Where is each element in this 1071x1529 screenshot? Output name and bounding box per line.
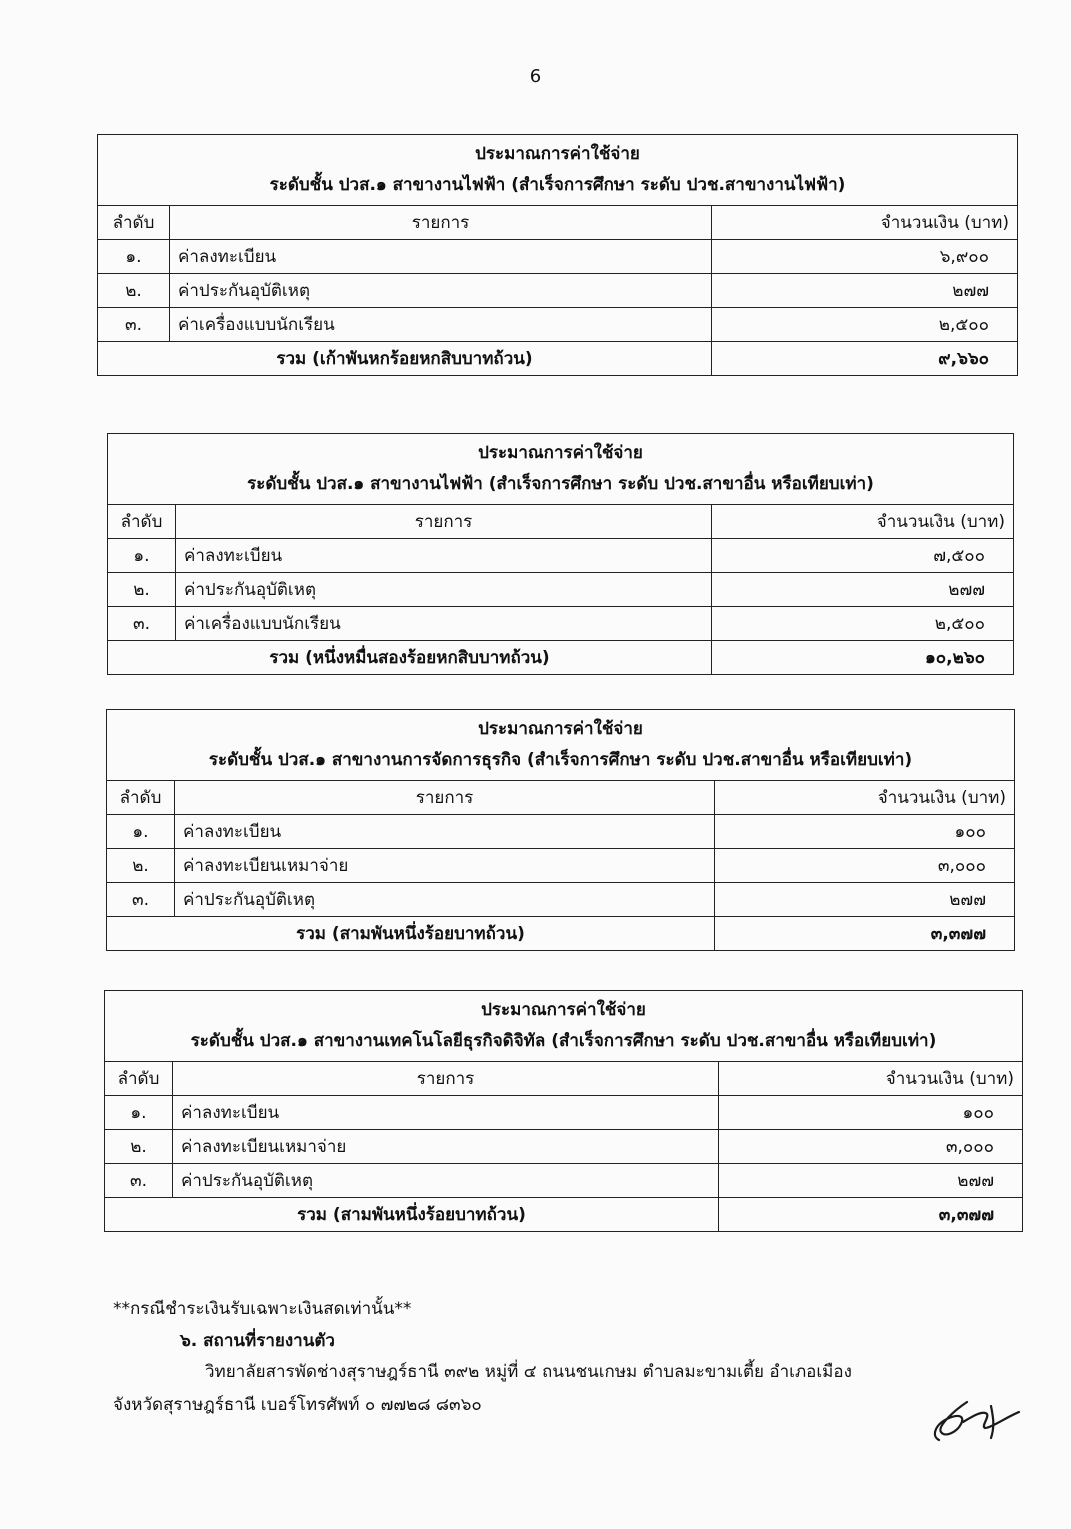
table-subtitle: ระดับชั้น ปวส.๑ สาขางานการจัดการธุรกิจ (สำเร็จการศึกษา ระดับ ปวช.สาขาอื่น หรือเทียบเท่า) <box>208 750 913 770</box>
row-item: ค่าลงทะเบียนเหมาจ่าย <box>175 849 715 883</box>
row-no: ๒. <box>105 1130 173 1164</box>
budget-table-business-management <box>106 709 1015 951</box>
row-amount: ๒๗๗ <box>712 573 1014 607</box>
row-amount: ๗,๕๐๐ <box>712 539 1014 573</box>
column-header-item: รายการ <box>173 1062 719 1096</box>
table-title: ประมาณการค่าใช้จ่าย <box>478 719 643 739</box>
column-header-item: รายการ <box>176 505 712 539</box>
table-row <box>107 849 1015 883</box>
row-item: ค่าลงทะเบียน <box>175 815 715 849</box>
section-heading: ๖. สถานที่รายงานตัว <box>180 1331 335 1351</box>
total-row <box>98 342 1018 376</box>
column-header-no: ลำดับ <box>105 1062 173 1096</box>
row-no: ๑. <box>108 539 176 573</box>
total-row <box>107 917 1015 951</box>
row-no: ๑. <box>105 1096 173 1130</box>
table-row <box>98 240 1018 274</box>
total-label: รวม (สามพันหนึ่งร้อยบาทถ้วน) <box>105 1198 719 1232</box>
row-item: ค่าประกันอุบัติเหตุ <box>176 573 712 607</box>
total-label: รวม (หนึ่งหมื่นสองร้อยหกสิบบาทถ้วน) <box>108 641 712 675</box>
row-amount: ๓,๐๐๐ <box>715 849 1015 883</box>
row-no: ๓. <box>107 883 175 917</box>
column-header-item: รายการ <box>175 781 715 815</box>
row-no: ๒. <box>107 849 175 883</box>
table-row <box>105 1164 1023 1198</box>
row-amount: ๒๗๗ <box>715 883 1015 917</box>
budget-table-electrical-other-field <box>107 433 1014 675</box>
row-no: ๓. <box>105 1164 173 1198</box>
total-amount: ๓,๓๗๗ <box>715 917 1015 951</box>
table-row <box>107 883 1015 917</box>
column-header-no: ลำดับ <box>107 781 175 815</box>
row-no: ๓. <box>98 308 170 342</box>
table-title: ประมาณการค่าใช้จ่าย <box>478 443 643 463</box>
row-amount: ๑๐๐ <box>715 815 1015 849</box>
address-line-2: จังหวัดสุราษฎร์ธานี เบอร์โทรศัพท์ ๐ ๗๗๒๘ ๘๓๖๐ <box>113 1395 482 1415</box>
row-amount: ๖,๙๐๐ <box>712 240 1018 274</box>
column-header-no: ลำดับ <box>108 505 176 539</box>
table-row <box>108 607 1014 641</box>
total-amount: ๑๐,๒๖๐ <box>712 641 1014 675</box>
signature <box>925 1392 1025 1448</box>
address-line-1: วิทยาลัยสารพัดช่างสุราษฎร์ธานี ๓๙๒ หมู่ที่ ๔ ถนนชนเกษม ตำบลมะขามเตี้ย อำเภอเมือง <box>205 1362 852 1382</box>
total-amount: ๓,๓๗๗ <box>719 1198 1023 1232</box>
row-no: ๒. <box>98 274 170 308</box>
row-item: ค่าเครื่องแบบนักเรียน <box>170 308 712 342</box>
table-subtitle: ระดับชั้น ปวส.๑ สาขางานไฟฟ้า (สำเร็จการศึกษา ระดับ ปวช.สาขางานไฟฟ้า) <box>269 175 846 195</box>
row-amount: ๒,๕๐๐ <box>712 308 1018 342</box>
column-header-amount: จำนวนเงิน (บาท) <box>712 505 1014 539</box>
total-label: รวม (เก้าพันหกร้อยหกสิบบาทถ้วน) <box>98 342 712 376</box>
row-amount: ๓,๐๐๐ <box>719 1130 1023 1164</box>
row-amount: ๒๗๗ <box>719 1164 1023 1198</box>
row-item: ค่าประกันอุบัติเหตุ <box>175 883 715 917</box>
row-no: ๒. <box>108 573 176 607</box>
table-row <box>105 1130 1023 1164</box>
row-no: ๑. <box>107 815 175 849</box>
row-item: ค่าลงทะเบียน <box>176 539 712 573</box>
column-header-item: รายการ <box>170 206 712 240</box>
total-row <box>108 641 1014 675</box>
row-no: ๓. <box>108 607 176 641</box>
column-header-amount: จำนวนเงิน (บาท) <box>712 206 1018 240</box>
table-row <box>98 308 1018 342</box>
row-item: ค่าประกันอุบัติเหตุ <box>170 274 712 308</box>
table-row <box>98 274 1018 308</box>
total-label: รวม (สามพันหนึ่งร้อยบาทถ้วน) <box>107 917 715 951</box>
table-subtitle: ระดับชั้น ปวส.๑ สาขางานไฟฟ้า (สำเร็จการศึกษา ระดับ ปวช.สาขาอื่น หรือเทียบเท่า) <box>247 474 874 494</box>
column-header-amount: จำนวนเงิน (บาท) <box>719 1062 1023 1096</box>
row-amount: ๒๗๗ <box>712 274 1018 308</box>
page-number: 6 <box>529 66 542 87</box>
table-title: ประมาณการค่าใช้จ่าย <box>481 1000 646 1020</box>
table-subtitle: ระดับชั้น ปวส.๑ สาขางานเทคโนโลยีธุรกิจดิจิทัล (สำเร็จการศึกษา ระดับ ปวช.สาขาอื่น หรือเทียบเท่า) <box>190 1031 937 1051</box>
table-row <box>108 573 1014 607</box>
row-amount: ๒,๕๐๐ <box>712 607 1014 641</box>
column-header-no: ลำดับ <box>98 206 170 240</box>
table-row <box>107 815 1015 849</box>
budget-table-electrical-same-field <box>97 134 1018 376</box>
total-row <box>105 1198 1023 1232</box>
row-item: ค่าเครื่องแบบนักเรียน <box>176 607 712 641</box>
table-row <box>108 539 1014 573</box>
row-amount: ๑๐๐ <box>719 1096 1023 1130</box>
table-title: ประมาณการค่าใช้จ่าย <box>475 144 640 164</box>
row-item: ค่าลงทะเบียน <box>173 1096 719 1130</box>
row-item: ค่าลงทะเบียน <box>170 240 712 274</box>
row-item: ค่าลงทะเบียนเหมาจ่าย <box>173 1130 719 1164</box>
column-header-amount: จำนวนเงิน (บาท) <box>715 781 1015 815</box>
table-row <box>105 1096 1023 1130</box>
row-item: ค่าประกันอุบัติเหตุ <box>173 1164 719 1198</box>
row-no: ๑. <box>98 240 170 274</box>
total-amount: ๙,๖๖๐ <box>712 342 1018 376</box>
budget-table-digital-business <box>104 990 1023 1232</box>
payment-note: **กรณีชำระเงินรับเฉพาะเงินสดเท่านั้น** <box>113 1299 412 1319</box>
